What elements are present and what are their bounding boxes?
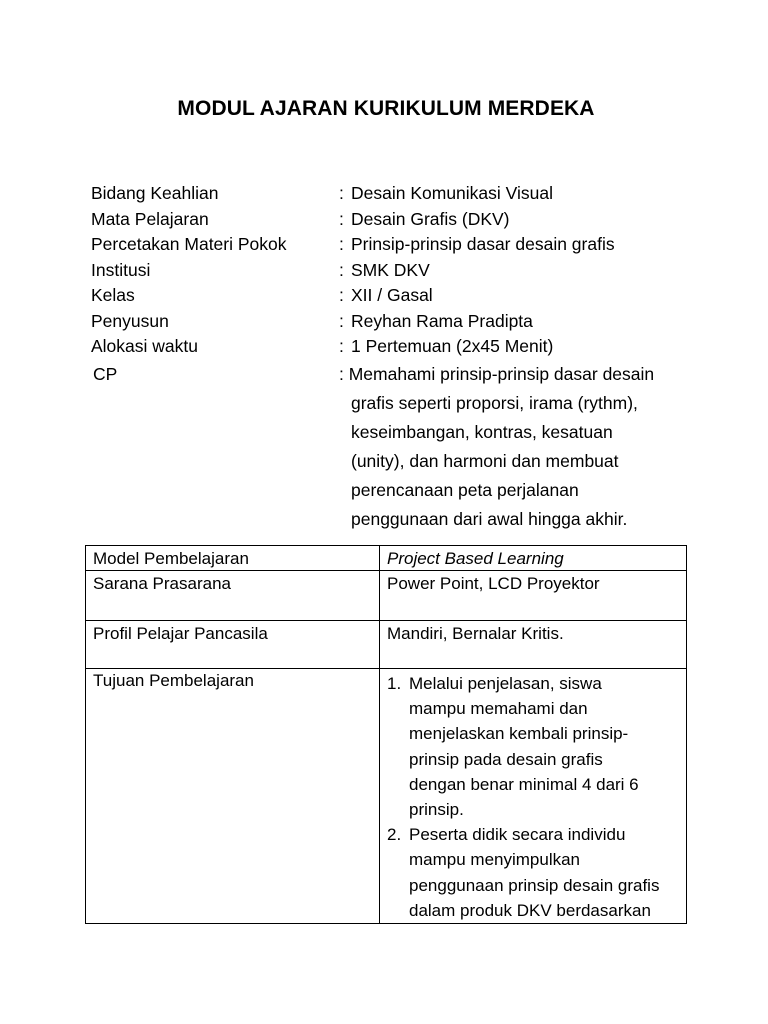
goal-line: mampu memahami dan	[409, 699, 588, 719]
info-value: 1 Pertemuan (2x45 Menit)	[351, 336, 554, 356]
goal-item	[387, 671, 679, 822]
info-separator: :	[339, 208, 344, 229]
info-label: Bidang Keahlian	[91, 183, 219, 203]
table-row-model	[86, 546, 687, 571]
cp-line: (unity), dan harmoni dan membuat	[351, 450, 619, 471]
goal-line: Peserta didik secara individu	[409, 825, 626, 845]
table-cell-label: Sarana Prasarana	[86, 571, 380, 621]
goal-line: dengan benar minimal 4 dari 6	[409, 774, 639, 794]
module-info	[91, 181, 691, 534]
cp-value	[339, 360, 691, 534]
info-label: Alokasi waktu	[91, 336, 198, 356]
info-label: Mata Pelajaran	[91, 208, 209, 229]
cp-label: CP	[93, 363, 118, 384]
info-row-institusi	[91, 258, 691, 284]
info-label: Institusi	[91, 259, 151, 280]
table-cell-label: Tujuan Pembelajaran	[86, 669, 380, 924]
goal-line: dalam produk DKV berdasarkan	[409, 900, 651, 920]
table-cell-value: Project Based Learning	[380, 546, 687, 571]
cp-line: perencanaan peta perjalanan	[351, 479, 579, 500]
table-cell-goals	[380, 669, 687, 924]
goal-line: Melalui penjelasan, siswa	[409, 674, 602, 693]
table-cell-value: Power Point, LCD Proyektor	[380, 571, 687, 621]
info-separator: :	[339, 259, 344, 280]
info-row-mata-pelajaran	[91, 207, 691, 233]
goal-line: menjelaskan kembali prinsip-	[409, 724, 629, 744]
info-row-cp	[91, 360, 691, 534]
goal-line: penggunaan prinsip desain grafis	[409, 875, 660, 895]
cp-line: : Memahami prinsip-prinsip dasar desain	[339, 363, 655, 384]
module-table	[85, 545, 687, 924]
table-cell-value: Mandiri, Bernalar Kritis.	[380, 621, 687, 669]
info-value: XII / Gasal	[351, 285, 433, 305]
cp-line: grafis seperti proporsi, irama (rythm),	[351, 392, 638, 413]
info-row-penyusun	[91, 309, 691, 335]
info-separator: :	[339, 285, 344, 305]
info-label: Percetakan Materi Pokok	[91, 234, 287, 254]
info-value: SMK DKV	[351, 259, 430, 280]
info-value: Reyhan Rama Pradipta	[351, 310, 533, 331]
table-row-profil	[86, 621, 687, 669]
info-row-materi-pokok	[91, 232, 691, 258]
goal-text	[409, 822, 679, 923]
table-row-sarana	[86, 571, 687, 621]
info-separator: :	[339, 310, 344, 331]
goal-text	[409, 671, 679, 822]
cp-line: penggunaan dari awal hingga akhir.	[351, 508, 628, 529]
goal-line: prinsip pada desain grafis	[409, 749, 603, 769]
goal-number: 2.	[387, 825, 402, 845]
info-separator: :	[339, 183, 344, 203]
goal-number: 1.	[387, 674, 402, 693]
goal-line: mampu menyimpulkan	[409, 850, 581, 870]
info-value: Desain Komunikasi Visual	[351, 183, 554, 203]
goal-item	[387, 822, 679, 923]
goals-list	[387, 671, 679, 923]
info-label: Penyusun	[91, 310, 169, 331]
table-cell-label: Profil Pelajar Pancasila	[86, 621, 380, 669]
info-separator: :	[339, 336, 344, 356]
info-separator: :	[339, 234, 344, 254]
info-value: Desain Grafis (DKV)	[351, 208, 510, 229]
document-title: MODUL AJARAN KURIKULUM MERDEKA	[177, 97, 595, 120]
table-row-tujuan	[86, 669, 687, 924]
info-row-bidang-keahlian	[91, 181, 691, 207]
table-cell-label: Model Pembelajaran	[86, 546, 380, 571]
info-label: Kelas	[91, 285, 135, 305]
cp-line: keseimbangan, kontras, kesatuan	[351, 421, 613, 442]
info-row-kelas	[91, 283, 691, 309]
info-row-alokasi-waktu	[91, 334, 691, 360]
goal-line: prinsip.	[409, 800, 464, 820]
info-value: Prinsip-prinsip dasar desain grafis	[351, 234, 615, 254]
